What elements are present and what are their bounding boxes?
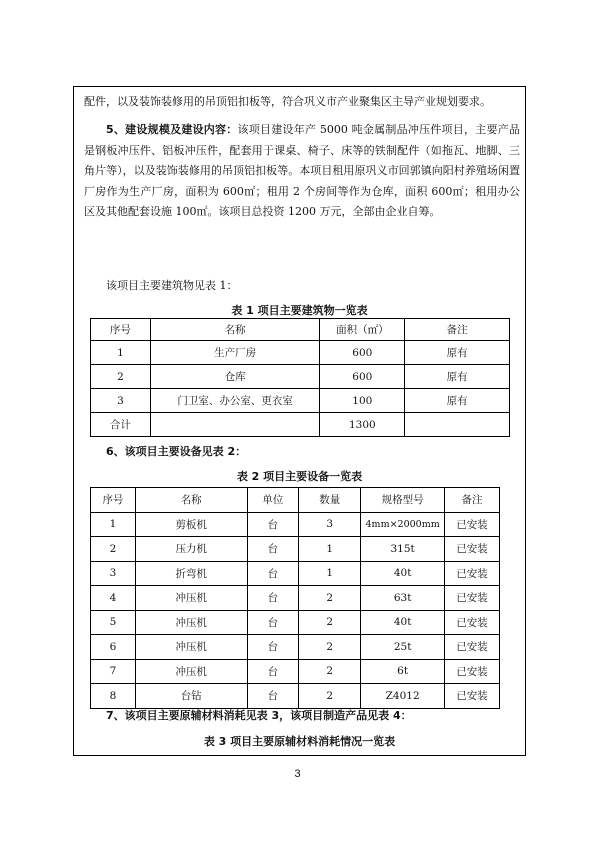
buildings-table	[90, 318, 510, 437]
cell: 已安装	[445, 659, 500, 684]
table-header-row	[91, 488, 500, 513]
table-row	[91, 586, 500, 611]
cell: 台	[247, 684, 299, 709]
table-3-caption: 表 3 项目主要原辅材料消耗情况一览表	[203, 735, 396, 748]
section-5-body: 该项目建设年产 5000 吨金属制品冲压件项目，主要产品是钢板冲压件、铝板冲压件，配套用于课桌、椅子、床等的铁制配件（如拖瓦、地脚、三角片等），以及装饰装修用的吊顶铝扣板等。本项目租用原巩义市回郭镇向阳村养殖场闲置厂房作为生产厂房，面积为 600㎡；租用 2 个房间等作为仓库，面积 600㎡；租用办公区及其他配套设施 100㎡。该项目总投资 1200 万元，全部由企业自筹。	[84, 123, 520, 218]
page-number: 3	[294, 768, 301, 780]
cell: 25t	[361, 635, 445, 660]
cell: Z4012	[361, 684, 445, 709]
cell: 40t	[361, 610, 445, 635]
cell: 冲压机	[135, 610, 247, 635]
cell: 台	[247, 659, 299, 684]
cell: 6	[91, 635, 136, 660]
cell: 1300	[320, 413, 405, 437]
cell: 台	[247, 586, 299, 611]
header-cell: 名称	[150, 319, 320, 341]
cell: 已安装	[445, 561, 500, 586]
cell: 仓库	[150, 365, 320, 389]
table-row	[91, 389, 510, 413]
cell	[150, 413, 320, 437]
table-row	[91, 512, 500, 537]
cell: 3	[91, 389, 151, 413]
equipment-table	[90, 487, 500, 709]
cell: 台	[247, 537, 299, 562]
cell: 台	[247, 635, 299, 660]
cell: 1	[91, 512, 136, 537]
table-row	[91, 561, 500, 586]
cell: 2	[91, 537, 136, 562]
cell: 已安装	[445, 586, 500, 611]
cell: 门卫室、办公室、更衣室	[150, 389, 320, 413]
table-row	[91, 659, 500, 684]
cell: 1	[299, 537, 361, 562]
cell: 4mm×2000mm	[361, 512, 445, 537]
cell: 台	[247, 561, 299, 586]
cell: 600	[320, 365, 405, 389]
cell: 2	[299, 635, 361, 660]
header-cell: 单位	[247, 488, 299, 513]
header-cell: 备注	[405, 319, 510, 341]
table-row	[91, 610, 500, 635]
cell: 5	[91, 610, 136, 635]
cell: 已安装	[445, 512, 500, 537]
table-1-intro: 该项目主要建筑物见表 1：	[106, 279, 238, 292]
cell: 压力机	[135, 537, 247, 562]
cell: 已安装	[445, 610, 500, 635]
header-cell: 数量	[299, 488, 361, 513]
cell: 合计	[91, 413, 151, 437]
header-cell: 备注	[445, 488, 500, 513]
section-5-heading: 5、建设规模及建设内容：	[106, 123, 238, 136]
cell: 2	[299, 610, 361, 635]
cell: 已安装	[445, 635, 500, 660]
cell: 原有	[405, 365, 510, 389]
cell: 已安装	[445, 684, 500, 709]
cell: 3	[91, 561, 136, 586]
cell: 剪板机	[135, 512, 247, 537]
cell: 2	[299, 659, 361, 684]
cell: 100	[320, 389, 405, 413]
cell: 315t	[361, 537, 445, 562]
section-6-heading: 6、该项目主要设备见表 2：	[106, 445, 247, 458]
cell: 生产厂房	[150, 341, 320, 365]
cell: 冲压机	[135, 659, 247, 684]
table-row	[91, 684, 500, 709]
cell: 1	[299, 561, 361, 586]
cell: 4	[91, 586, 136, 611]
cell: 2	[299, 684, 361, 709]
cell: 台	[247, 610, 299, 635]
table-total-row	[91, 413, 510, 437]
cell: 台钻	[135, 684, 247, 709]
table-row	[91, 341, 510, 365]
header-cell: 面积（㎡）	[320, 319, 405, 341]
table-2-caption: 表 2 项目主要设备一览表	[236, 470, 363, 483]
cell: 7	[91, 659, 136, 684]
cell: 原有	[405, 389, 510, 413]
table-header-row	[91, 319, 510, 341]
header-cell: 名称	[135, 488, 247, 513]
cell: 3	[299, 512, 361, 537]
section-7-heading: 7、该项目主要原辅材料消耗见表 3，该项目制造产品见表 4：	[106, 709, 412, 722]
cell: 折弯机	[135, 561, 247, 586]
header-cell: 序号	[91, 319, 151, 341]
header-cell: 序号	[91, 488, 136, 513]
cell: 2	[91, 365, 151, 389]
header-cell: 规格型号	[361, 488, 445, 513]
table-1-caption: 表 1 项目主要建筑物一览表	[231, 304, 368, 317]
cell: 6t	[361, 659, 445, 684]
cell: 2	[299, 586, 361, 611]
cell: 已安装	[445, 537, 500, 562]
cell: 63t	[361, 586, 445, 611]
cell: 冲压机	[135, 635, 247, 660]
cell: 1	[91, 341, 151, 365]
table-row	[91, 537, 500, 562]
table-row	[91, 635, 500, 660]
section-5-paragraph	[84, 120, 520, 223]
cell: 台	[247, 512, 299, 537]
cell	[405, 413, 510, 437]
intro-paragraph: 配件，以及装饰装修用的吊顶铝扣板等，符合巩义市产业聚集区主导产业规划要求。	[84, 95, 491, 108]
cell: 40t	[361, 561, 445, 586]
cell: 冲压机	[135, 586, 247, 611]
cell: 600	[320, 341, 405, 365]
cell: 8	[91, 684, 136, 709]
cell: 原有	[405, 341, 510, 365]
table-row	[91, 365, 510, 389]
